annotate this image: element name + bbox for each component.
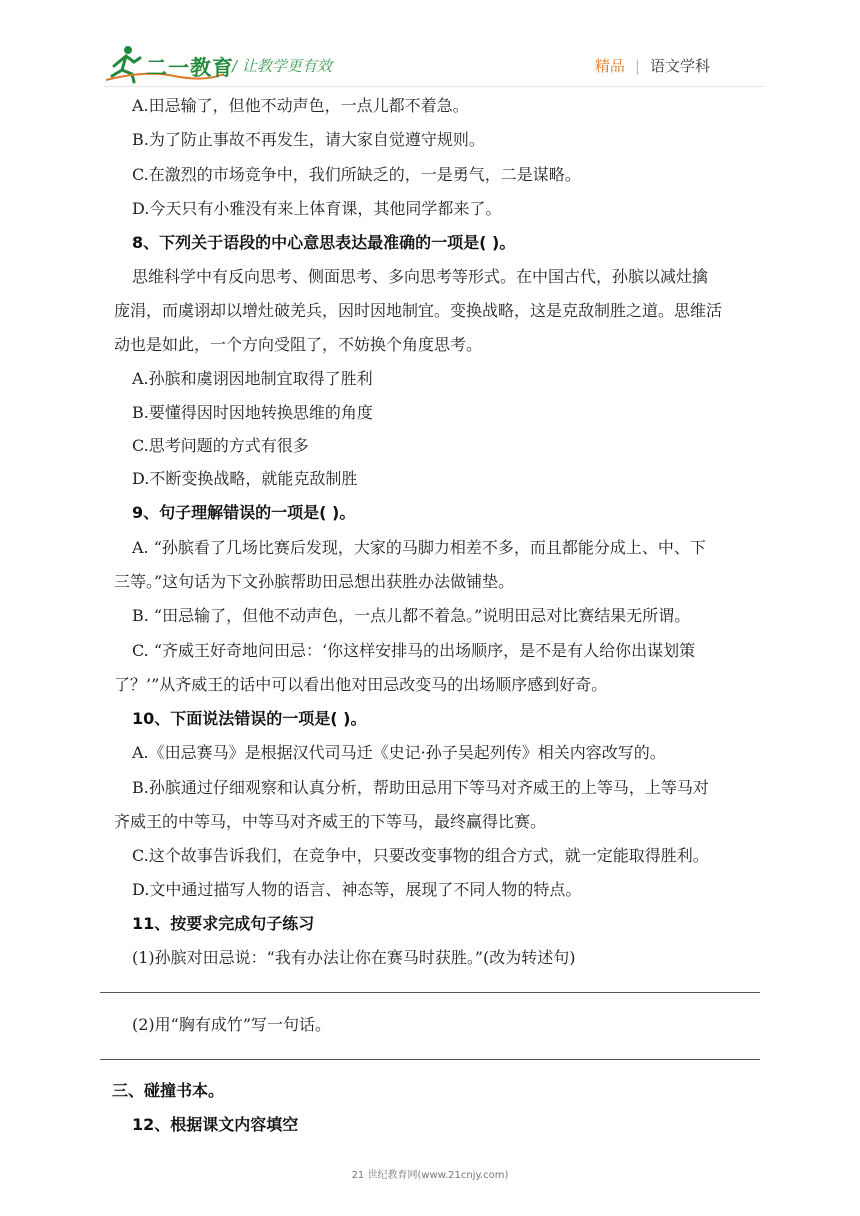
- header-rule: [104, 86, 764, 87]
- brand-slogan: / 让教学更有效: [232, 57, 332, 75]
- q8-passage-line: 动也是如此，一个方向受阻了，不妨换个角度思考。: [114, 335, 483, 354]
- q8-option-c: C.思考问题的方式有很多: [132, 436, 309, 455]
- answer-line[interactable]: [100, 1059, 760, 1060]
- q9-stem: 9、句子理解错误的一项是( )。: [132, 503, 356, 522]
- header-divider: |: [634, 57, 640, 75]
- subject-label: 语文学科: [649, 57, 710, 75]
- q9-option-b: B. “田忌输了，但他不动声色，一点儿都不着急。”说明田忌对比赛结果无所谓。: [132, 606, 691, 625]
- q10-option-b-cont: 齐威王的中等马，中等马对齐威王的下等马，最终赢得比赛。: [114, 812, 547, 831]
- section-three-heading: 三、碰撞书本。: [112, 1081, 225, 1100]
- q7-option-d: D.今天只有小雅没有来上体育课，其他同学都来了。: [132, 199, 502, 218]
- q9-option-c: C. “齐威王好奇地问田忌：‘你这样安排马的出场顺序，是不是有人给你出谋划策: [132, 641, 696, 660]
- q7-option-c: C.在激烈的市场竞争中，我们所缺乏的，一是勇气，二是谋略。: [132, 165, 581, 184]
- q8-option-d: D.不断变换战略，就能克敌制胜: [132, 469, 358, 488]
- q7-option-b: B.为了防止事故不再发生，请大家自觉遵守规则。: [132, 130, 485, 149]
- q11-sub1: (1)孙膑对田忌说：“我有办法让你在赛马时获胜。”(改为转述句): [132, 948, 576, 967]
- q8-passage-line: 庞涓，而虞诩却以增灶破羌兵，因时因地制宜。变换战略，这是克敌制胜之道。思维活: [114, 301, 723, 320]
- q12-stem: 12、根据课文内容填空: [132, 1115, 299, 1134]
- q10-option-d: D.文中通过描写人物的语言、神态等，展现了不同人物的特点。: [132, 880, 582, 899]
- answer-line[interactable]: [100, 992, 760, 993]
- q11-sub2: (2)用“胸有成竹”写一句话。: [132, 1015, 332, 1034]
- q11-stem: 11、按要求完成句子练习: [132, 914, 315, 933]
- page-footer: 21 世纪教育网(www.21cnjy.com): [351, 1170, 509, 1181]
- q9-option-a-cont: 三等。”这句话为下文孙膑帮助田忌想出获胜办法做铺垫。: [114, 572, 515, 591]
- q8-passage-line: 思维科学中有反向思考、侧面思考、多向思考等形式。在中国古代，孙膑以减灶擒: [132, 267, 709, 286]
- q9-option-a: A. “孙膑看了几场比赛后发现，大家的马脚力相差不多，而且都能分成上、中、下: [132, 538, 706, 557]
- header-subject: [595, 55, 710, 76]
- q8-option-a: A.孙膑和虞诩因地制宜取得了胜利: [132, 369, 373, 388]
- premium-label: 精品: [594, 57, 625, 75]
- q10-option-c: C.这个故事告诉我们，在竞争中，只要改变事物的组合方式，就一定能取得胜利。: [132, 846, 709, 865]
- q10-stem: 10、下面说法错误的一项是( )。: [132, 709, 367, 728]
- q9-option-c-cont: 了？’”从齐威王的话中可以看出他对田忌改变马的出场顺序感到好奇。: [114, 675, 608, 694]
- q10-option-a: A.《田忌赛马》是根据汉代司马迁《史记·孙子吴起列传》相关内容改写的。: [132, 743, 666, 762]
- brand-name: 二一教育: [146, 56, 234, 80]
- q8-option-b: B.要懂得因时因地转换思维的角度: [132, 403, 373, 422]
- q8-stem: 8、下列关于语段的中心意思表达最准确的一项是( )。: [132, 233, 516, 252]
- page-header: [0, 0, 860, 92]
- q7-option-a: A.田忌输了，但他不动声色，一点儿都不着急。: [132, 96, 469, 115]
- q10-option-b: B.孙膑通过仔细观察和认真分析，帮助田忌用下等马对齐威王的上等马，上等马对: [132, 778, 709, 797]
